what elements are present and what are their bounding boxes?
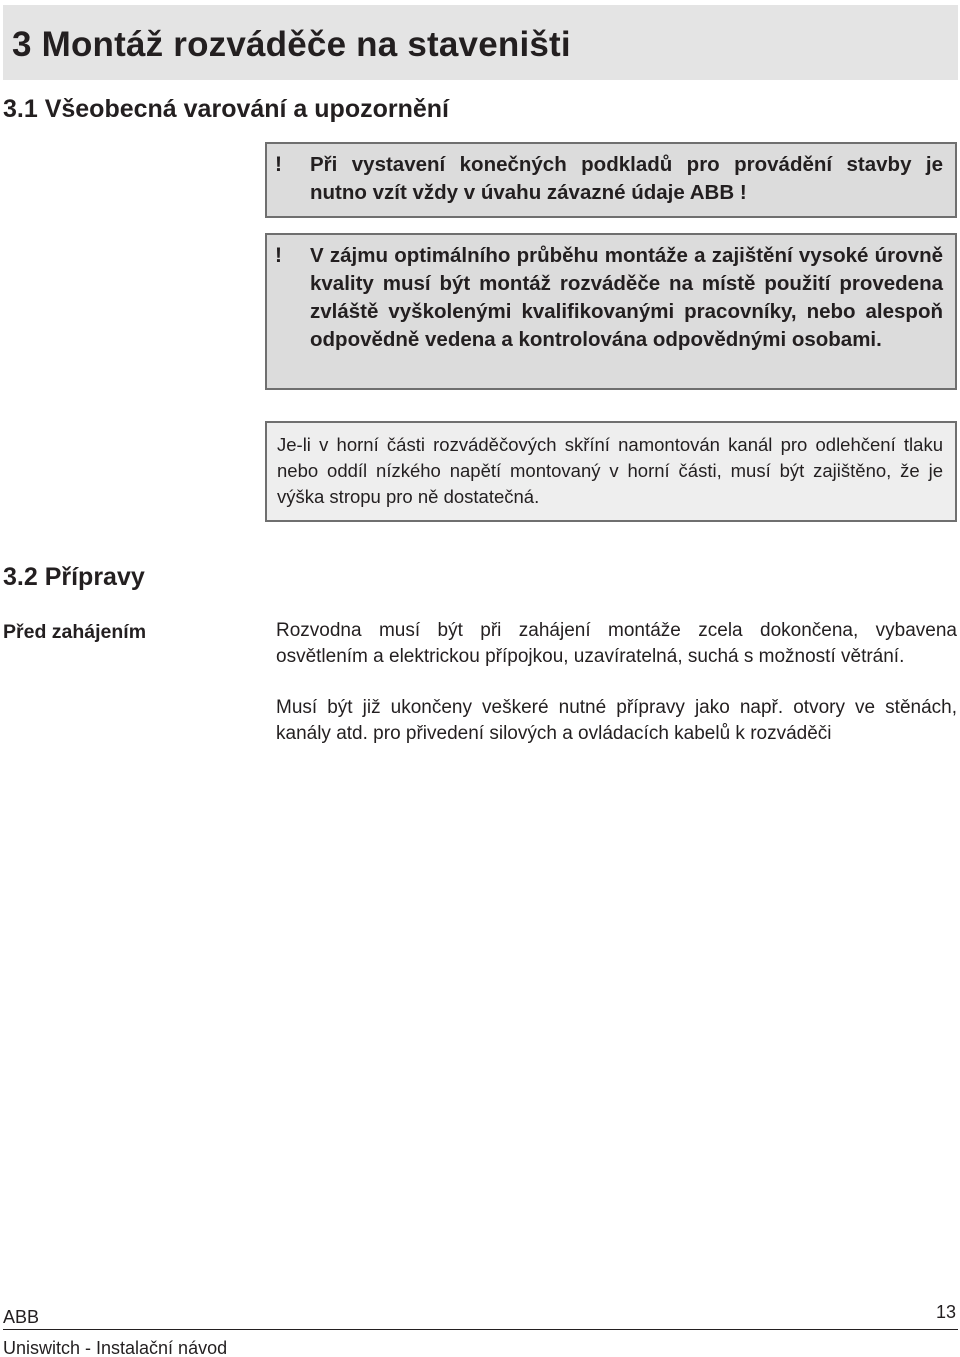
body-paragraph: Musí být již ukončeny veškeré nutné přípravy jako např. otvory ve stěnách, kanály atd. pro přivedení silových a ovládacích kabelů k rozváděči <box>276 697 957 744</box>
note-text: Je-li v horní části rozváděčových skříní namontován kanál pro odlehčení tlaku nebo oddíl nízkého napětí montovaný v horní části, musí být zajištěno, že je výška stropu pro ně dostatečná. <box>277 434 943 507</box>
exclamation-icon: ! <box>275 244 282 267</box>
page-number: 13 <box>935 1302 956 1322</box>
section-title-preparations: 3.2 Přípravy <box>3 563 145 591</box>
warning-box <box>265 142 957 218</box>
footer-divider <box>3 1329 958 1330</box>
footer-brand: ABB <box>3 1307 40 1327</box>
note-box <box>265 421 957 522</box>
warning-box <box>265 233 957 390</box>
chapter-title: 3 Montáž rozváděče na staveništi <box>12 25 571 64</box>
warning-text: Při vystavení konečných podkladů pro provádění stavby je nutno vzít vždy v úvahu závazné údaje ABB ! <box>310 153 943 204</box>
footer-document-title: Uniswitch - Instalační návod <box>3 1338 228 1357</box>
exclamation-icon: ! <box>275 153 282 176</box>
side-label-before-start: Před zahájením <box>3 621 147 643</box>
warning-text: V zájmu optimálního průběhu montáže a zajištění vysoké úrovně kvality musí být montáž rozváděče na místě použití provedena zvláště vyškolenými kvalifikovanými pracovníky, nebo alespoň odpovědně vedena a kontrolována odpovědnými osobami. <box>310 244 943 351</box>
section-title-general-warnings: 3.1 Všeobecná varování a upozornění <box>3 95 449 123</box>
body-paragraph: Rozvodna musí být při zahájení montáže zcela dokončena, vybavena osvětlením a elektrickou přípojkou, uzavíratelná, suchá s možností větrání. <box>276 620 957 667</box>
